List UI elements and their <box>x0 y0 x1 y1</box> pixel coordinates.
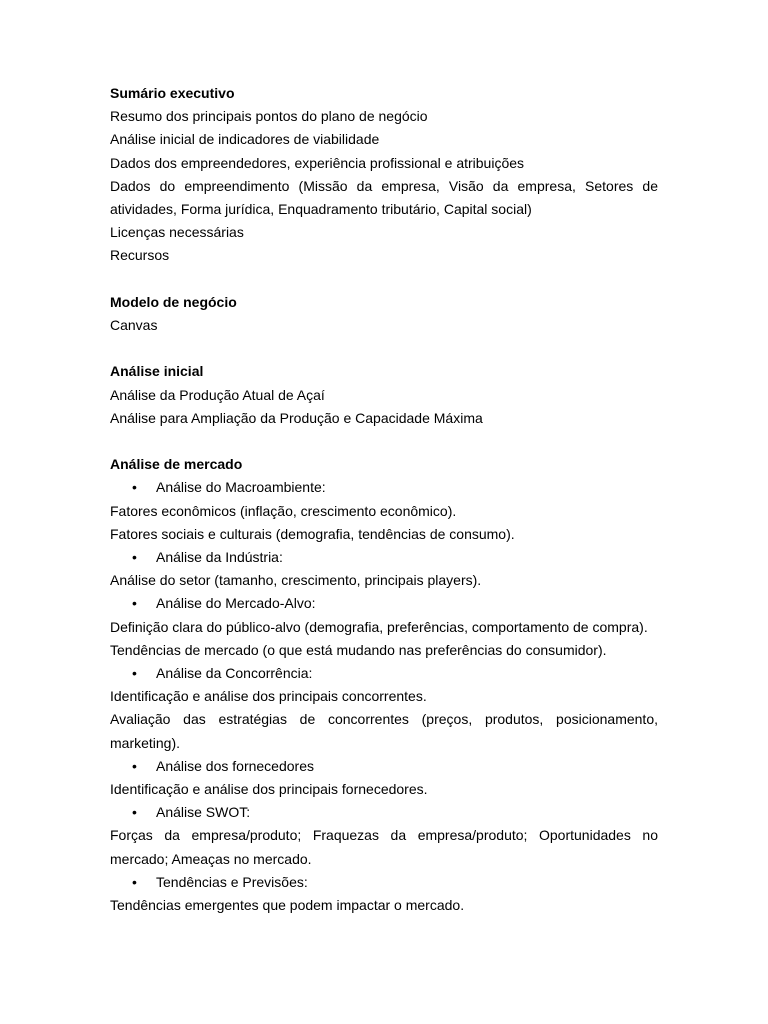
paragraph-line: Resumo dos principais pontos do plano de negócio <box>110 108 428 125</box>
section-spacer <box>110 268 658 291</box>
bullet-item <box>110 801 658 824</box>
paragraph-line: Dados dos empreendedores, experiência profissional e atribuições <box>110 154 525 171</box>
bullet-label: Análise do Mercado-Alvo: <box>156 595 316 612</box>
paragraph-line: Fatores econômicos (inflação, crescimento econômico). <box>110 502 457 519</box>
bullet-item <box>110 546 658 569</box>
paragraph-line: Avaliação das estratégias de concorrentes (preços, produtos, posicionamento, marketing). <box>110 711 658 751</box>
document-page <box>110 82 658 917</box>
section-analise-de-mercado <box>110 453 658 917</box>
paragraph-line: Fatores sociais e culturais (demografia, tendências de consumo). <box>110 525 515 542</box>
paragraph-line: Tendências de mercado (o que está mudando nas preferências do consumidor). <box>110 641 607 658</box>
bullet-label: Análise dos fornecedores <box>156 757 314 774</box>
bullet-item <box>110 592 658 615</box>
bullet-item <box>110 871 658 894</box>
bullet-item <box>110 755 658 778</box>
bullet-item <box>110 476 658 499</box>
section-spacer <box>110 430 658 453</box>
paragraph-line: Canvas <box>110 317 158 334</box>
bullet-label: Análise SWOT: <box>156 804 251 821</box>
bullet-icon: • <box>132 479 137 496</box>
paragraph-line: Identificação e análise dos principais concorrentes. <box>110 688 427 705</box>
bullet-icon: • <box>132 873 137 890</box>
bullet-icon: • <box>132 549 137 566</box>
bullet-icon: • <box>132 595 137 612</box>
section-modelo-de-negocio <box>110 291 658 337</box>
bullet-icon: • <box>132 757 137 774</box>
section-heading: Análise de mercado <box>110 456 243 473</box>
section-heading: Sumário executivo <box>110 85 235 101</box>
paragraph-line: Análise do setor (tamanho, crescimento, principais players). <box>110 572 482 589</box>
paragraph-line: Identificação e análise dos principais fornecedores. <box>110 781 428 798</box>
paragraph-line: Recursos <box>110 247 170 264</box>
section-spacer <box>110 337 658 360</box>
paragraph-line: Análise da Produção Atual de Açaí <box>110 386 325 403</box>
paragraph-line: Análise para Ampliação da Produção e Capacidade Máxima <box>110 409 483 426</box>
paragraph-line: Dados do empreendimento (Missão da empresa, Visão da empresa, Setores de atividades, Forma jurídica, Enquadramento tributário, Capital social) <box>110 177 658 218</box>
paragraph-line: Tendências emergentes que podem impactar o mercado. <box>110 897 465 914</box>
section-analise-inicial <box>110 360 658 430</box>
bullet-label: Tendências e Previsões: <box>156 873 308 890</box>
section-heading: Modelo de negócio <box>110 293 237 310</box>
bullet-icon: • <box>132 665 137 682</box>
bullet-label: Análise da Concorrência: <box>156 665 313 682</box>
paragraph-line: Forças da empresa/produto; Fraquezas da empresa/produto; Oportunidades no mercado; Ameaças no mercado. <box>110 827 658 867</box>
paragraph-line: Licenças necessárias <box>110 224 244 241</box>
section-heading: Análise inicial <box>110 363 204 380</box>
bullet-icon: • <box>132 804 137 821</box>
bullet-item <box>110 662 658 685</box>
bullet-label: Análise da Indústria: <box>156 549 283 566</box>
section-sumario-executivo <box>110 82 658 268</box>
paragraph-line: Definição clara do público-alvo (demografia, preferências, comportamento de compra). <box>110 618 648 635</box>
paragraph-line: Análise inicial de indicadores de viabilidade <box>110 131 380 148</box>
bullet-label: Análise do Macroambiente: <box>156 479 326 496</box>
